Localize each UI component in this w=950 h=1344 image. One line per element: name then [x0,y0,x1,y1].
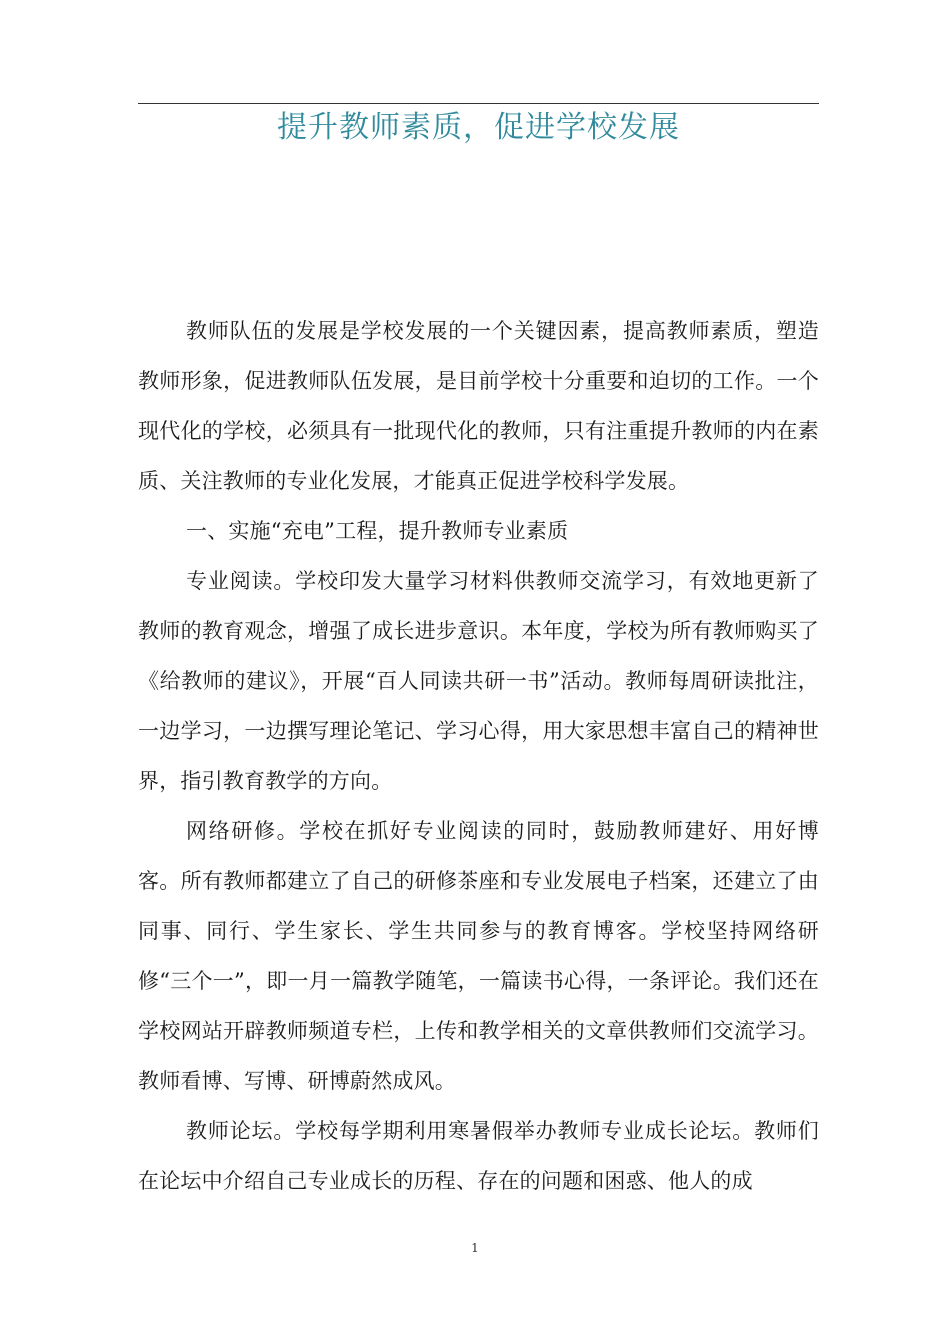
header-rule [138,103,819,104]
section-heading: 一、实施“充电”工程，提升教师专业素质 [186,519,569,543]
page-number: 1 [471,1241,479,1255]
paragraph-teacher-forum: 教师论坛。学校每学期利用寒暑假举办教师专业成长论坛。教师们在论坛中介绍自己专业成长的历程、存在的问题和困惑、他人的成 [138,1119,819,1193]
document-body [138,306,819,1206]
paragraph-intro: 教师队伍的发展是学校发展的一个关键因素，提高教师素质，塑造教师形象，促进教师队伍发展，是目前学校十分重要和迫切的工作。一个现代化的学校，必须具有一批现代化的教师，只有注重提升教师的内在素质、关注教师的专业化发展，才能真正促进学校科学发展。 [138,319,819,493]
paragraph-online-study: 网络研修。学校在抓好专业阅读的同时，鼓励教师建好、用好博客。所有教师都建立了自己的研修茶座和专业发展电子档案，还建立了由同事、同行、学生家长、学生共同参与的教育博客。学校坚持网络研修“三个一”，即一月一篇教学随笔，一篇读书心得，一条评论。我们还在学校网站开辟教师频道专栏，上传和教学相关的文章供教师们交流学习。教师看博、写博、研博蔚然成风。 [138,819,819,1093]
paragraph-professional-reading: 专业阅读。学校印发大量学习材料供教师交流学习，有效地更新了教师的教育观念，增强了成长进步意识。本年度，学校为所有教师购买了《给教师的建议》，开展“百人同读共研一书”活动。教师每周研读批注，一边学习，一边撰写理论笔记、学习心得，用大家思想丰富自己的精神世界，指引教育教学的方向。 [138,569,819,793]
document-title: 提升教师素质，促进学校发展 [277,110,680,145]
